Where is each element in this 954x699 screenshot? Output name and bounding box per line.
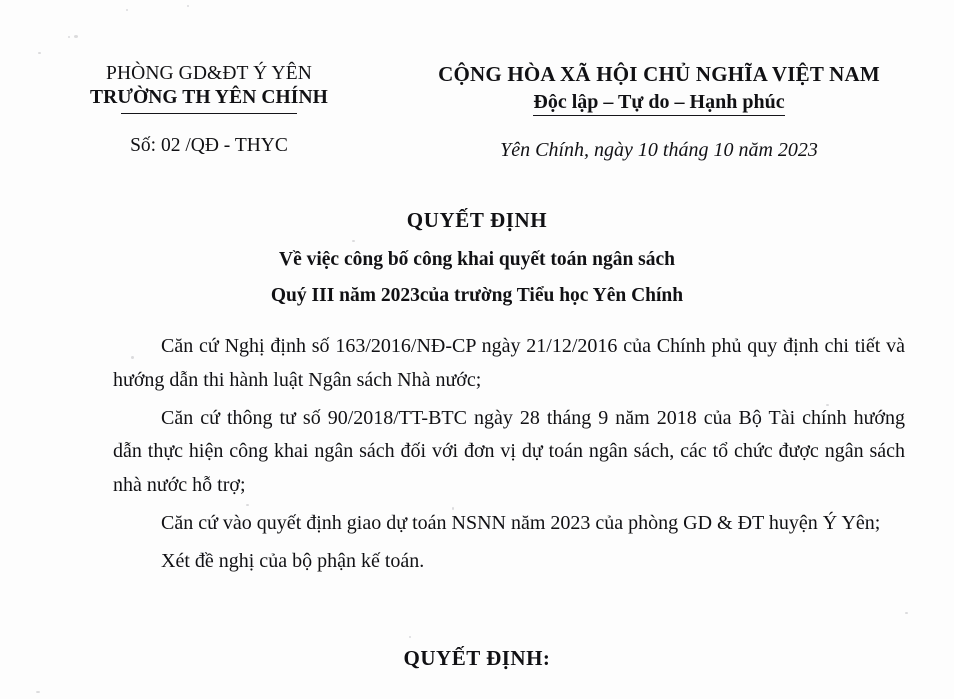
header-underline-rule [121, 113, 297, 115]
scan-speck [187, 5, 189, 7]
document-body [113, 330, 905, 578]
body-paragraph-1: Căn cứ Nghị định số 163/2016/NĐ-CP ngày 21/12/2016 của Chính phủ quy định chi tiết và hướng dẫn thi hành luật Ngân sách Nhà nước; [113, 335, 905, 391]
document-subtitle-line-1: Về việc công bố công khai quyết toán ngân sách [279, 249, 675, 271]
scan-speck [126, 9, 128, 11]
department-name: PHÒNG GD&ĐT Ý YÊN [106, 63, 312, 84]
issuing-authority-block [0, 62, 400, 157]
scan-speck [68, 36, 70, 38]
scan-speck [409, 636, 411, 638]
document-subtitle-line-2: Quý III năm 2023của trường Tiểu học Yên Chính [270, 284, 684, 306]
document-number: Số: 02 /QĐ - THYC [130, 135, 288, 157]
place-and-date: Yên Chính, ngày 10 tháng 10 năm 2023 [500, 139, 818, 162]
school-name: TRƯỜNG TH YÊN CHÍNH [90, 86, 328, 108]
national-title: CỘNG HÒA XÃ HỘI CHỦ NGHĨA VIỆT NAM [438, 62, 880, 86]
body-paragraph-4: Xét đề nghị của bộ phận kế toán. [161, 549, 425, 572]
scan-speck [38, 52, 41, 54]
national-heading-block [400, 62, 954, 162]
scan-speck [36, 691, 40, 693]
body-paragraph-2: Căn cứ thông tư số 90/2018/TT-BTC ngày 28 tháng 9 năm 2018 của Bộ Tài chính hướng dẫn thực hiện công khai ngân sách đối với đơn vị dự toán ngân sách, các tổ chức được ngân sách nhà nước hỗ trợ; [113, 406, 905, 496]
scan-speck [905, 612, 908, 614]
scan-speck [74, 35, 78, 38]
document-title: QUYẾT ĐỊNH [406, 208, 548, 232]
body-paragraph-3: Căn cứ vào quyết định giao dự toán NSNN năm 2023 của phòng GD & ĐT huyện Ý Yên; [161, 511, 881, 534]
document-header [0, 62, 954, 162]
decision-heading: QUYẾT ĐỊNH: [403, 646, 551, 670]
document-title-block [0, 207, 954, 308]
national-motto: Độc lập – Tự do – Hạnh phúc [533, 90, 784, 116]
